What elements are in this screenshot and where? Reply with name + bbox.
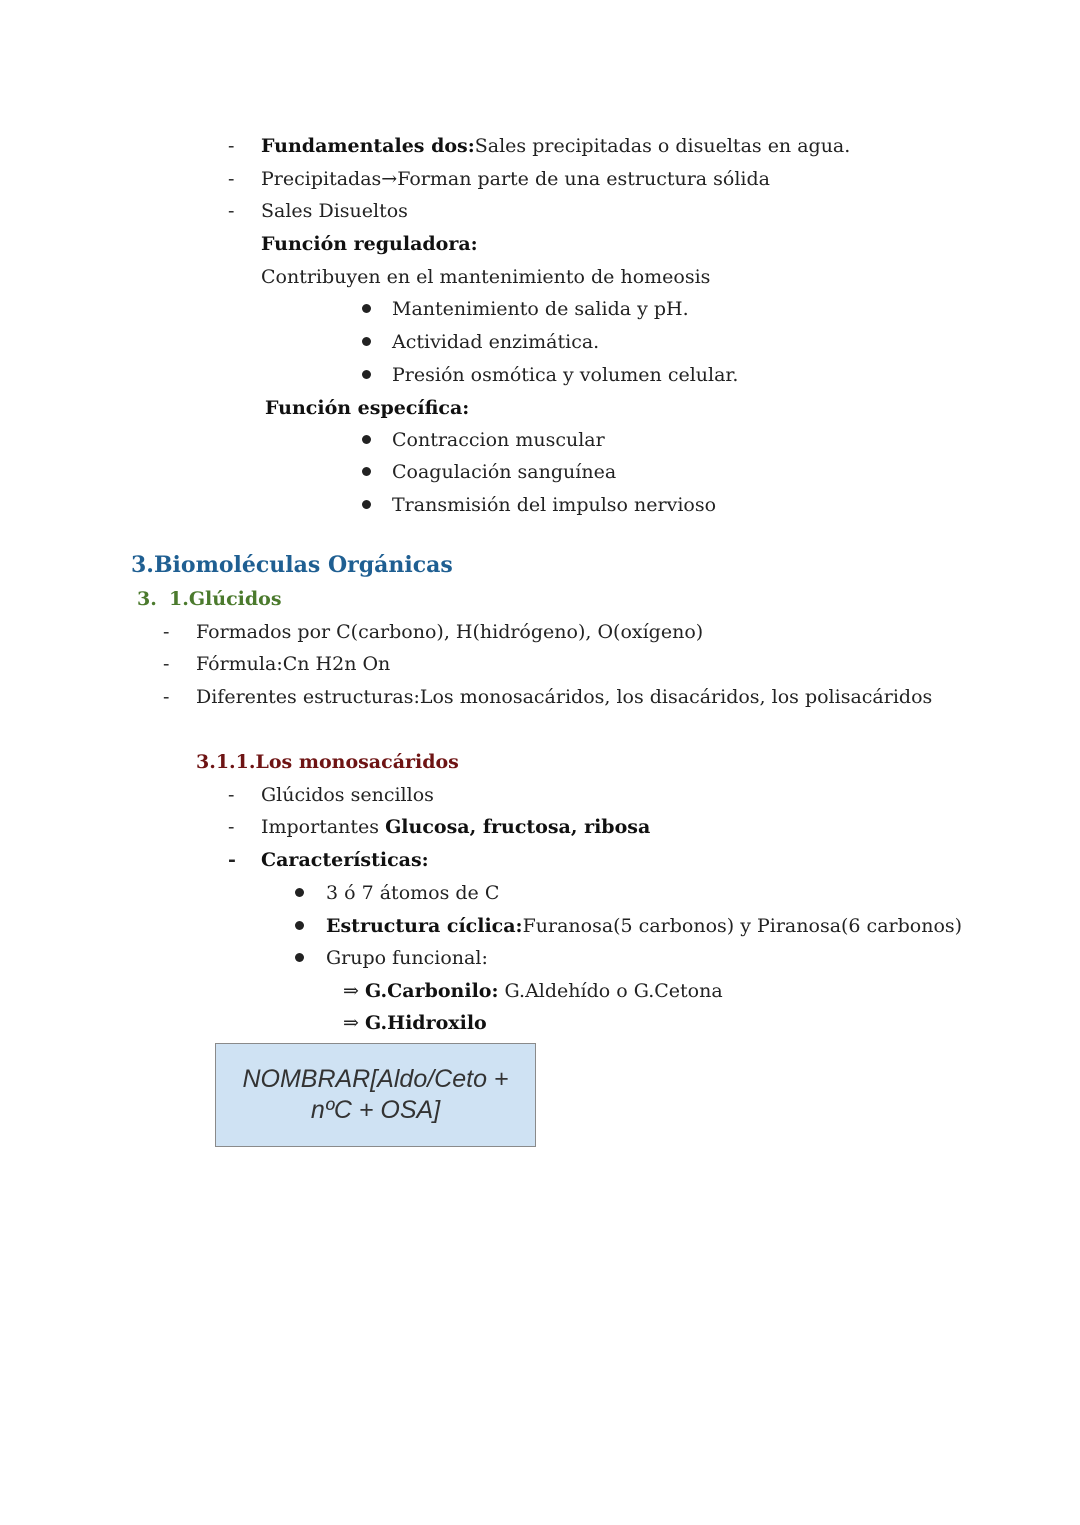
caracteristicas-label: Características: — [261, 849, 429, 871]
hidroxilo-line — [343, 1011, 487, 1035]
fundamentales-label: Fundamentales dos: — [261, 135, 475, 157]
reguladora-heading — [261, 232, 478, 256]
bullet-icon — [362, 467, 371, 476]
reguladora-item: Mantenimiento de salida y pH. — [392, 298, 689, 320]
reguladora-intro: Contribuyen en el mantenimiento de homeosis — [261, 266, 711, 288]
naming-rule-line1: NOMBRAR[Aldo/Ceto + — [242, 1065, 509, 1093]
carbonilo-label: G.Carbonilo: — [364, 980, 499, 1002]
estructura-label: Estructura cíclica: — [326, 915, 523, 937]
mono-item: Glúcidos sencillos — [261, 784, 434, 806]
bullet-icon — [362, 500, 371, 509]
dash-marker: - — [163, 653, 170, 675]
subsection-number: 3. — [137, 588, 157, 610]
bullet-icon — [295, 953, 304, 962]
arrow-icon: ⇒ — [343, 1012, 359, 1034]
dash-marker: - — [228, 816, 235, 838]
especifica-item: Contraccion muscular — [392, 429, 605, 451]
dash-marker: - — [228, 849, 236, 871]
monosacaridos-title: 3.1.1.Los monosacáridos — [196, 751, 459, 773]
arrow-icon: ⇒ — [343, 980, 359, 1002]
especifica-item: Coagulación sanguínea — [392, 461, 617, 483]
bullet-icon — [362, 337, 371, 346]
dash-marker: - — [228, 200, 235, 222]
bullet-icon — [362, 370, 371, 379]
carbonilo-text: G.Aldehído o G.Cetona — [498, 980, 723, 1002]
disueltos-line: Sales Disueltos — [261, 200, 408, 222]
glucidos-item: Fórmula:Cn H2n On — [196, 653, 391, 675]
glucidos-item: Diferentes estructuras:Los monosacáridos, los disacáridos, los polisacáridos — [196, 686, 933, 708]
carbonilo-line — [343, 979, 723, 1003]
fundamentales-text: Sales precipitadas o disueltas en agua. — [474, 135, 851, 157]
naming-rule-text — [231, 1064, 521, 1126]
section-title: 3.Biomoléculas Orgánicas — [131, 552, 453, 578]
hidroxilo-label: G.Hidroxilo — [364, 1012, 487, 1034]
char-item: 3 ó 7 átomos de C — [326, 882, 500, 904]
mono-item-importantes — [261, 815, 650, 839]
especifica-heading — [265, 396, 469, 420]
caracteristicas-line — [261, 848, 429, 872]
importantes-bold: Glucosa, fructosa, ribosa — [385, 816, 651, 838]
char-item: Grupo funcional: — [326, 947, 488, 969]
reguladora-heading-text: Función reguladora: — [261, 233, 478, 255]
estructura-text: Furanosa(5 carbonos) y Piranosa(6 carbonos) — [522, 915, 963, 937]
dash-marker: - — [163, 621, 170, 643]
naming-rule-box — [215, 1043, 536, 1147]
reguladora-item: Actividad enzimática. — [392, 331, 600, 353]
dash-marker: - — [228, 784, 235, 806]
precipitadas-line: Precipitadas→Forman parte de una estructura sólida — [261, 168, 771, 190]
reguladora-item: Presión osmótica y volumen celular. — [392, 364, 739, 386]
naming-rule-line2: nºC + OSA] — [310, 1096, 441, 1124]
fundamentales-line — [261, 134, 850, 158]
dash-marker: - — [228, 168, 235, 190]
especifica-heading-text: Función específica: — [265, 397, 470, 419]
dash-marker: - — [228, 135, 235, 157]
bullet-icon — [295, 921, 304, 930]
dash-marker: - — [163, 686, 170, 708]
importantes-prefix: Importantes — [261, 816, 386, 838]
bullet-icon — [295, 888, 304, 897]
especifica-item: Transmisión del impulso nervioso — [392, 494, 717, 516]
bullet-icon — [362, 435, 371, 444]
subsection-title: 1.Glúcidos — [169, 588, 282, 610]
glucidos-item: Formados por C(carbono), H(hidrógeno), O(oxígeno) — [196, 621, 704, 643]
bullet-icon — [362, 304, 371, 313]
char-item-estructura — [326, 914, 962, 938]
